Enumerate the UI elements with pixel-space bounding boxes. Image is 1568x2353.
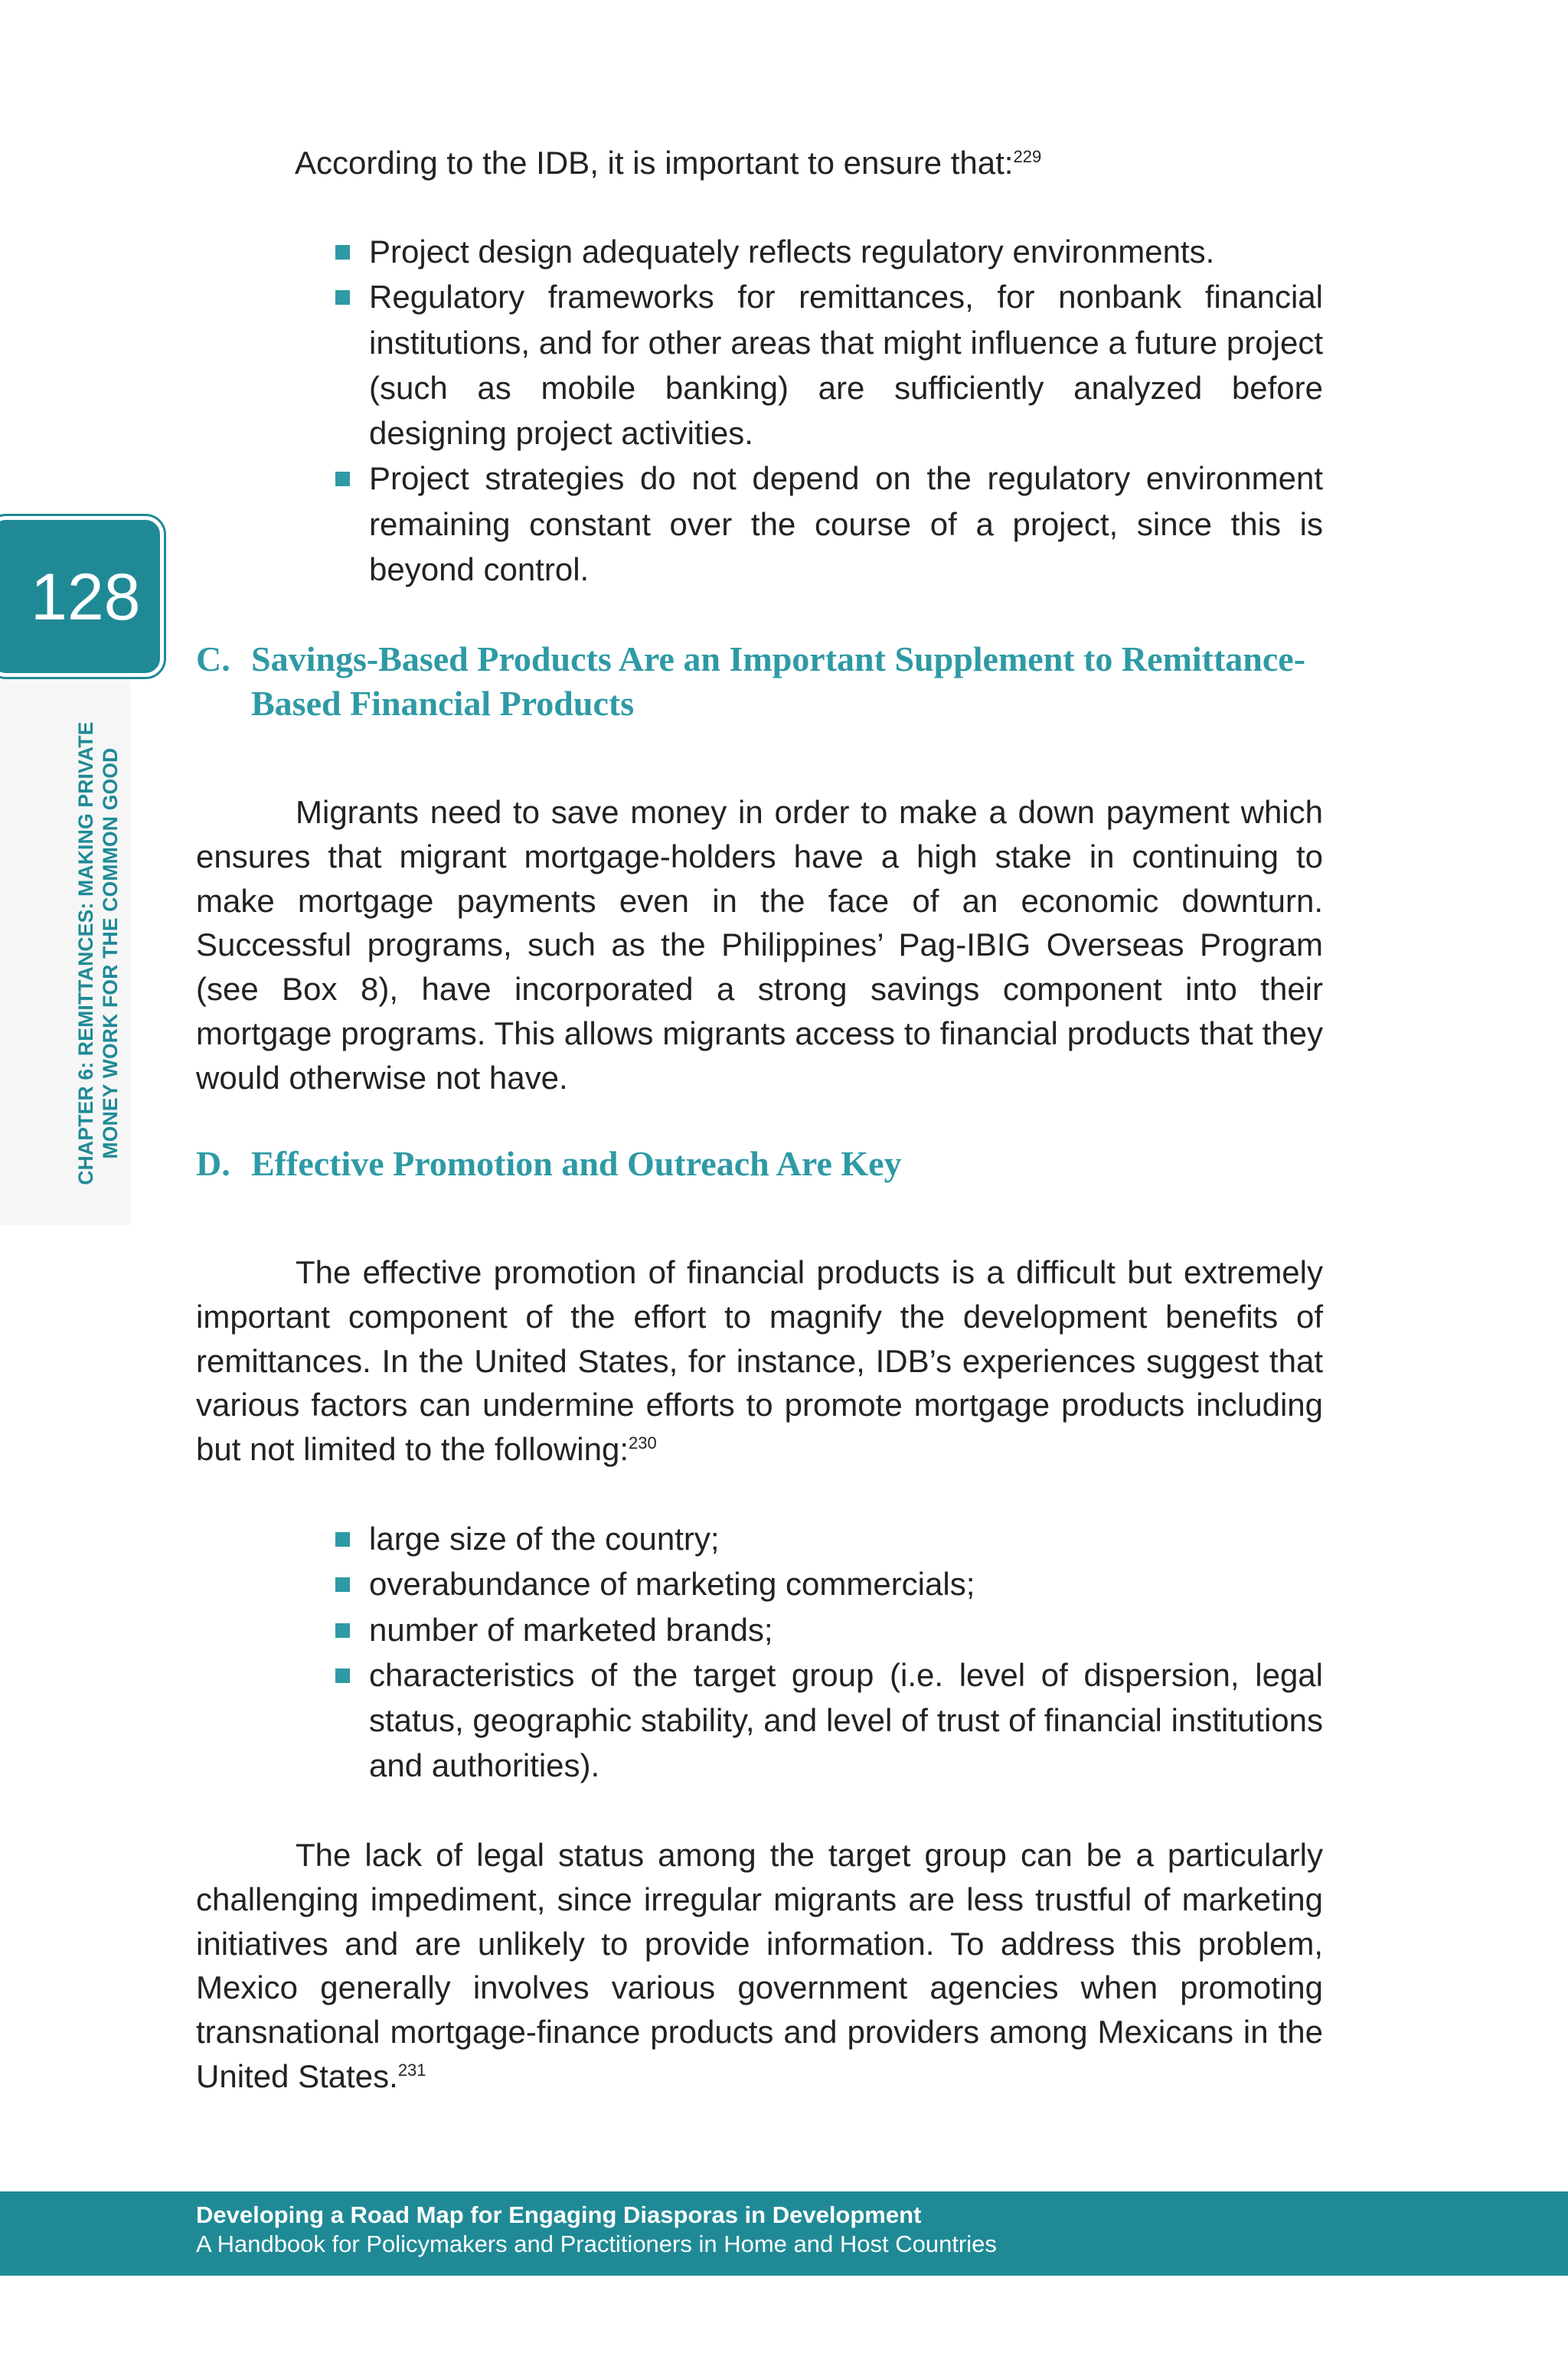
chapter-label-text — [74, 685, 122, 1221]
idb-bullet-list — [335, 229, 1323, 592]
paragraph-text: The effective promotion of financial products is a difficult but extremely important component of the effort to magnify the development benefits of remittances. In the United States, for instance, IDB’s experiences suggest that various factors can undermine efforts to promote mortgage products including but not limited to the following: — [196, 1254, 1323, 1468]
square-bullet-icon — [335, 1532, 350, 1547]
intro-text: According to the IDB, it is important to ensure that: — [295, 145, 1014, 181]
footnote-ref-231: 231 — [397, 2060, 426, 2080]
list-item — [335, 1516, 1323, 1561]
list-item-text: large size of the country; — [369, 1521, 720, 1557]
footer-subtitle: A Handbook for Policymakers and Practitioners in Home and Host Countries — [196, 2230, 997, 2257]
square-bullet-icon — [335, 245, 350, 260]
list-item-text: characteristics of the target group (i.e. level of dispersion, legal status, geographic stability, and level of trust of financial institutions and authorities). — [369, 1656, 1323, 1784]
square-bullet-icon — [335, 1577, 350, 1592]
square-bullet-icon — [335, 472, 350, 486]
section-title: Effective Promotion and Outreach Are Key — [251, 1144, 902, 1183]
list-item — [335, 456, 1323, 592]
section-letter: D. — [196, 1144, 230, 1183]
list-item-text: overabundance of marketing commercials; — [369, 1566, 975, 1603]
factors-bullet-list — [335, 1516, 1323, 1789]
list-item — [335, 1561, 1323, 1606]
list-item — [335, 229, 1323, 274]
paragraph-promotion — [196, 1250, 1323, 1472]
square-bullet-icon — [335, 1623, 350, 1638]
list-item-text: Regulatory frameworks for remittances, for nonbank financial institutions, and for other areas that might influence a future project (such as mobile banking) are sufficiently analyzed before designing project activities. — [369, 279, 1323, 452]
intro-sentence — [295, 141, 1367, 185]
section-heading-c — [196, 637, 1344, 726]
list-item-text: Project design adequately reflects regulatory environments. — [369, 234, 1215, 270]
list-item-text: number of marketed brands; — [369, 1611, 773, 1648]
chapter-label-line2: MONEY WORK FOR THE COMMON GOOD — [99, 747, 122, 1159]
paragraph-legal-status — [196, 1833, 1323, 2099]
section-title: Savings-Based Products Are an Important Supplement to Remittance-Based Financial Products — [251, 639, 1306, 723]
list-item — [335, 274, 1323, 456]
footnote-ref-230: 230 — [629, 1433, 657, 1453]
section-letter: C. — [196, 639, 230, 678]
section-heading-d — [196, 1142, 1344, 1186]
paragraph-savings: Migrants need to save money in order to make a down payment which ensures that migrant mortgage-holders have a high stake in continuing to make mortgage payments even in the face of an economic downturn. Successful programs, such as the Philippines’ Pag-IBIG Overseas Program (see Box 8), have incorporated a strong savings component into their mortgage programs. This allows migrants access to financial products that they would otherwise not have. — [196, 794, 1323, 1096]
list-item — [335, 1607, 1323, 1652]
chapter-label-line1: CHAPTER 6: REMITTANCES: MAKING PRIVATE — [74, 721, 97, 1185]
paragraph-text: The lack of legal status among the target group can be a particularly challenging impediment, since irregular migrants are less trustful of marketing initiatives and are unlikely to provide information. To address this problem, Mexico generally involves various government agencies when promoting transnational mortgage-finance products and providers among Mexicans in the United States. — [196, 1837, 1323, 2094]
list-item — [335, 1652, 1323, 1789]
square-bullet-icon — [335, 290, 350, 305]
footer-title: Developing a Road Map for Engaging Diasporas in Development — [196, 2201, 922, 2228]
square-bullet-icon — [335, 1668, 350, 1683]
list-item-text: Project strategies do not depend on the regulatory environment remaining constant over the course of a project, since this is beyond control. — [369, 460, 1323, 588]
page-number: 128 — [31, 560, 141, 634]
footnote-ref-229: 229 — [1013, 147, 1042, 166]
